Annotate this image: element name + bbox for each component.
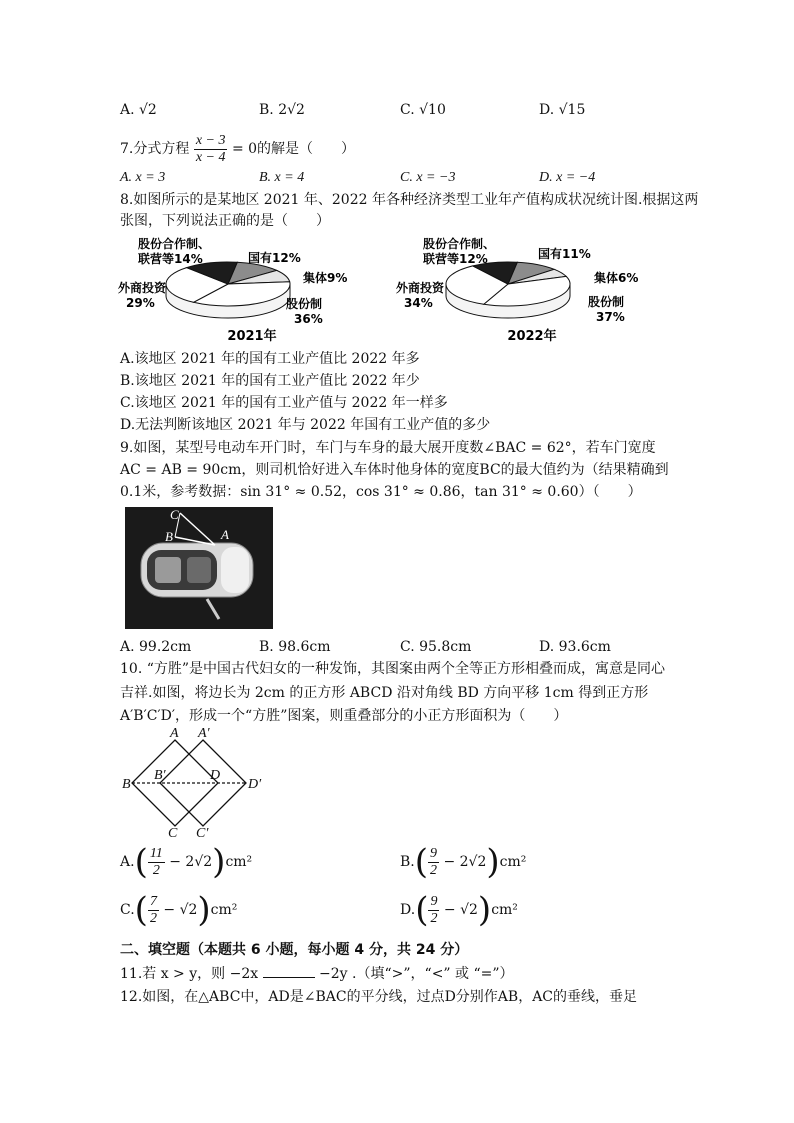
q10-option-d-unit: cm² <box>491 902 518 918</box>
q9-label-c: C <box>170 507 179 522</box>
q9-label-a: A <box>221 527 229 542</box>
q6-option-c: C. √10 <box>400 102 446 118</box>
pie-label-股份制: 股份制 37% <box>588 295 625 324</box>
q8-option-d: D.无法判断该地区 2021 年与 2022 年国有工业产值的多少 <box>120 417 491 433</box>
pie-chart-1 <box>118 236 347 344</box>
q11-pre: 11.若 x > y，则 −2x <box>120 966 259 982</box>
pie-label-外商投资: 外商投资 34% <box>396 281 445 310</box>
pie-label-股份合作制、联营等: 股份合作制、联营等12% <box>423 237 496 266</box>
q10-option-d-letter: D. <box>400 902 416 918</box>
q7-option-d: D. x = −4 <box>539 170 596 185</box>
q7-fraction <box>194 133 228 166</box>
q9-option-d: D. 93.6cm <box>539 639 611 655</box>
q10-option-b-den: 2 <box>430 862 438 878</box>
label-A: A <box>170 727 179 741</box>
q8-stem-line1: 8.如图所示的是某地区 2021 年、2022 年各种经济类型工业年产值构成状况统计图.根据这两 <box>120 192 699 208</box>
q10-option-a: A.( $\frac{11}{2}$ − 2√2)cm² <box>120 842 253 882</box>
q7-option-b: B. x = 4 <box>259 170 305 185</box>
pie-label-股份制: 股份制 36% <box>286 297 323 326</box>
q7-fraction-numerator: x − 3 <box>195 132 226 148</box>
q10-option-c-den: 2 <box>149 910 157 926</box>
pie-label-集体: 集体9% <box>303 271 348 285</box>
q10-option-d-den: 2 <box>430 910 438 926</box>
pie-label-国有: 国有12% <box>248 251 301 265</box>
pie-label-国有: 国有11% <box>538 247 591 261</box>
q8-option-a: A.该地区 2021 年的国有工业产值比 2022 年多 <box>120 351 420 367</box>
q9-stem-line3: 0.1米，参考数据：sin 31° ≈ 0.52，cos 31° ≈ 0.86，tan 31° ≈ 0.60）（ ） <box>120 484 642 500</box>
q10-option-b-unit: cm² <box>499 854 527 870</box>
q10-stem-line3: A′B′C′D′，形成一个“方胜”图案，则重叠部分的小正方形面积为（ ） <box>120 708 568 724</box>
section-2-heading: 二、填空题（本题共 6 小题，每小题 4 分，共 24 分） <box>120 942 469 958</box>
pie-label-外商投资: 外商投资 29% <box>118 281 167 310</box>
q10-option-a-letter: A. <box>120 854 135 870</box>
q9-car-figure <box>125 507 273 629</box>
q10-option-b-letter: B. <box>400 854 415 870</box>
label-D-prime: D′ <box>248 777 262 792</box>
q10-option-a-den: 2 <box>152 862 160 878</box>
label-D: D <box>210 768 221 783</box>
pie-label-股份合作制、联营等: 股份合作制、联营等14% <box>138 237 211 266</box>
q10-option-b-rest: − 2√2 <box>443 854 487 870</box>
q7-fraction-denominator: x − 4 <box>195 149 226 165</box>
label-B: B <box>122 777 131 792</box>
q11-post: −2y .（填“>”，“<” 或 “=”） <box>319 966 514 982</box>
q10-stem-line1: 10. “方胜”是中国古代妇女的一种发饰，其图案由两个全等正方形相叠而成，寓意是同心 <box>120 661 666 677</box>
q10-option-d: D.( $\frac{9}{2}$ − √2)cm² <box>400 890 518 930</box>
q6-option-d: D. √15 <box>539 102 586 118</box>
q8-option-c: C.该地区 2021 年的国有工业产值与 2022 年一样多 <box>120 395 448 411</box>
q9-option-c: C. 95.8cm <box>400 639 472 655</box>
q10-stem-line2: 吉祥.如图，将边长为 2cm 的正方形 ABCD 沿对角线 BD 方向平移 1cm 得到正方形 <box>120 685 649 701</box>
pie-label-集体: 集体6% <box>594 271 639 285</box>
q10-option-c-num: 7 <box>149 893 157 909</box>
q9-stem-line2: AC = AB = 90cm，则司机恰好进入车体时他身体的宽度BC的最大值约为（结果精确到 <box>120 462 669 478</box>
q6-option-a: A. √2 <box>120 102 157 118</box>
car-top-view-icon <box>125 507 273 629</box>
label-A-prime: A′ <box>198 727 210 741</box>
q9-option-b: B. 98.6cm <box>259 639 331 655</box>
q10-option-c: C.( $\frac{7}{2}$ − √2)cm² <box>120 890 238 930</box>
q9-label-b: B <box>165 529 173 544</box>
q9-option-a: A. 99.2cm <box>120 639 192 655</box>
q8-option-b: B.该地区 2021 年的国有工业产值比 2022 年少 <box>120 373 420 389</box>
q7-stem-post: = 0的解是（ ） <box>231 141 356 157</box>
q10-option-a-num: 11 <box>149 845 163 861</box>
q10-option-b: B.( $\frac{9}{2}$ − 2√2)cm² <box>400 842 527 882</box>
label-B-prime: B′ <box>154 768 166 783</box>
q10-fangsheng-figure <box>120 727 280 837</box>
q6-option-b: B. 2√2 <box>259 102 305 118</box>
pie-title-1: 2021年 <box>227 329 277 344</box>
q7-stem <box>120 132 355 166</box>
q10-option-c-letter: C. <box>120 902 135 918</box>
q11-stem <box>120 964 514 984</box>
label-C: C <box>168 826 178 837</box>
q9-stem-line1: 9.如图，某型号电动车开门时，车门与车身的最大展开度数∠BAC = 62°，若车门宽度 <box>120 440 656 456</box>
q10-option-a-unit: cm² <box>225 854 253 870</box>
label-C-prime: C′ <box>196 826 209 837</box>
q8-pie-charts <box>118 232 678 347</box>
q12-stem-line1: 12.如图，在△ABC中，AD是∠BAC的平分线，过点D分别作AB，AC的垂线，垂足 <box>120 989 638 1005</box>
q10-option-a-rest: − 2√2 <box>169 854 213 870</box>
q8-stem-line2: 张图，下列说法正确的是（ ） <box>120 213 330 229</box>
pie-chart-2 <box>396 236 638 344</box>
q7-option-c: C. x = −3 <box>400 170 456 185</box>
q10-option-b-num: 9 <box>430 845 438 861</box>
q10-option-d-rest: − √2 <box>443 902 478 918</box>
q7-option-a: A. x = 3 <box>120 170 166 185</box>
pie-title-2: 2022年 <box>507 329 557 344</box>
q11-blank[interactable] <box>263 977 315 978</box>
q10-option-c-rest: − √2 <box>163 902 198 918</box>
q7-stem-pre: 7.分式方程 <box>120 141 190 157</box>
q10-option-c-unit: cm² <box>210 902 238 918</box>
q10-option-d-num: 9 <box>430 893 438 909</box>
